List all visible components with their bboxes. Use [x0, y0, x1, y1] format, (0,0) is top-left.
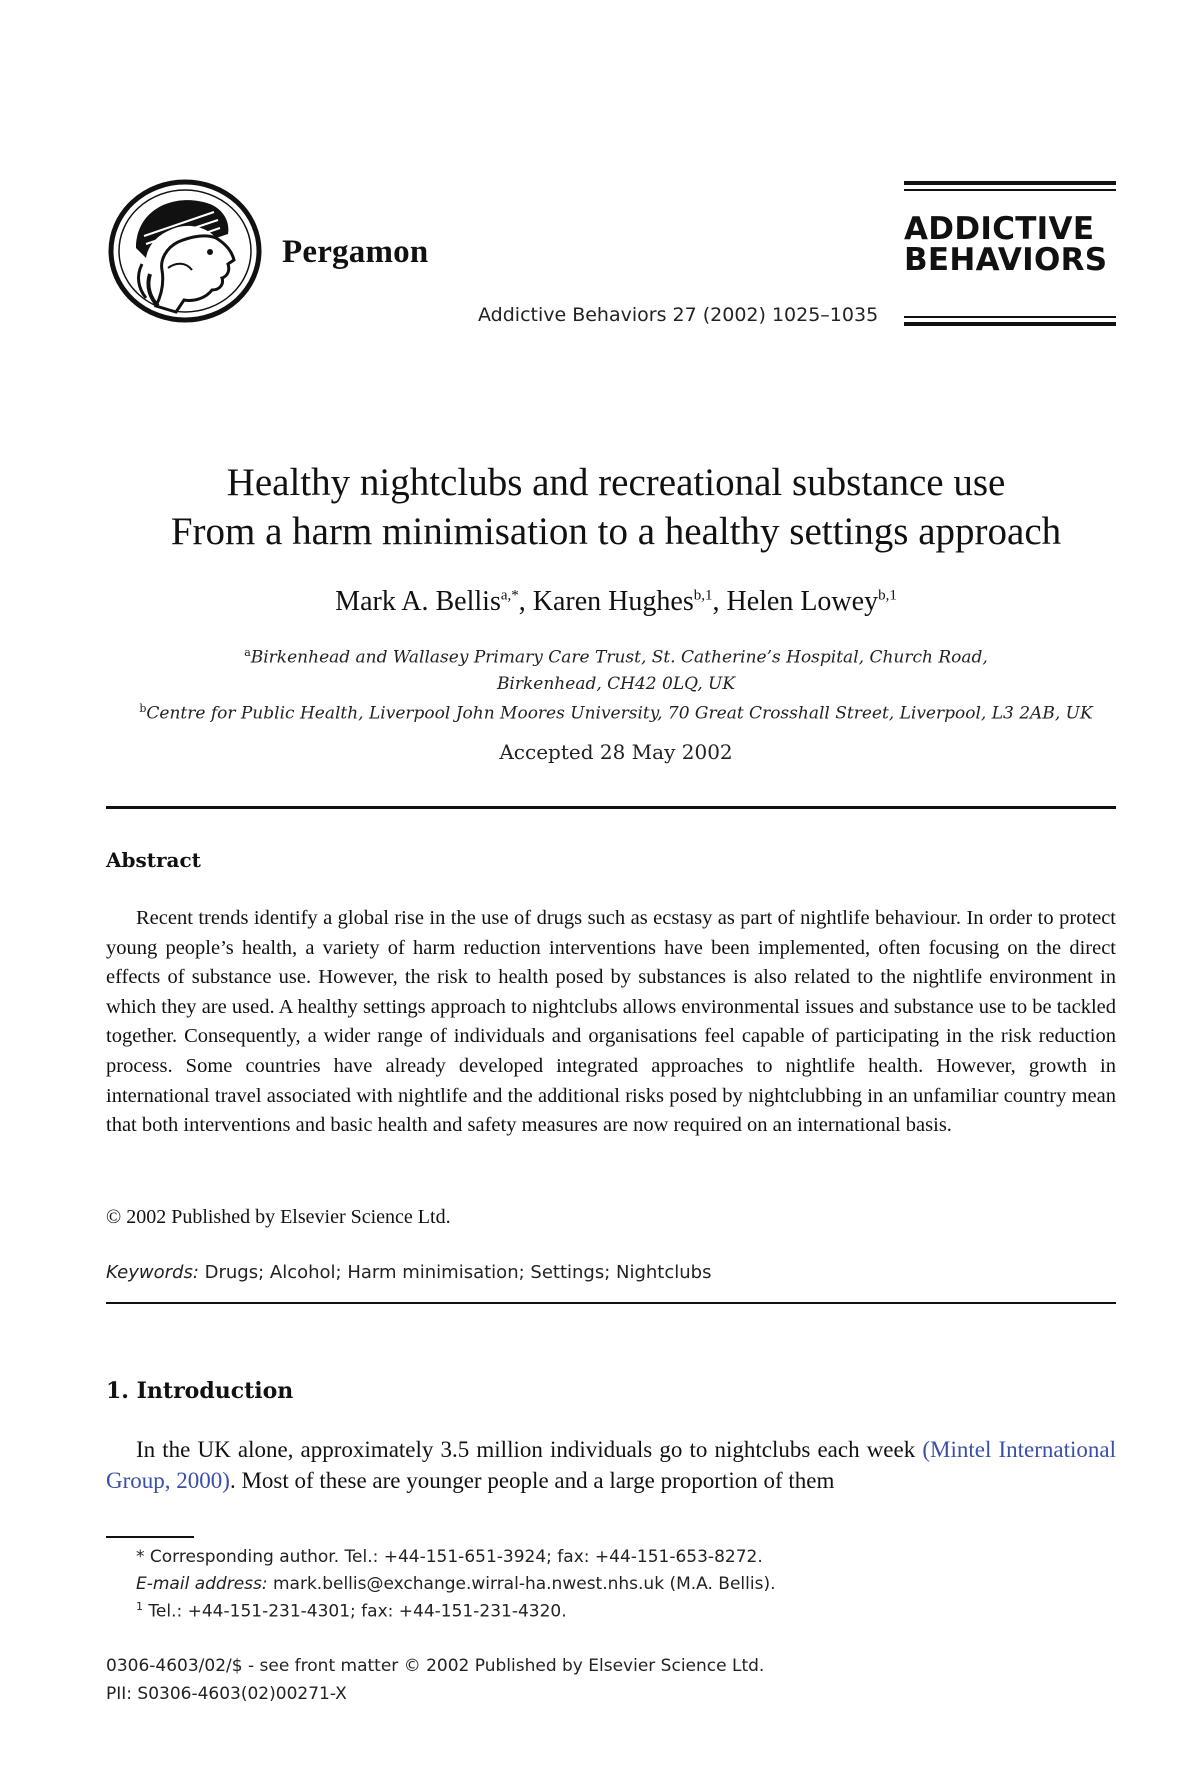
- abstract-bottom-rule: [106, 1302, 1116, 1304]
- author-separator: ,: [518, 586, 533, 617]
- author-name: Mark A. Bellis: [335, 586, 501, 617]
- affiliation-b: [0, 702, 1200, 724]
- front-matter-line: 0306-4603/02/$ - see front matter © 2002 Published by Elsevier Science Ltd.: [106, 1656, 765, 1676]
- email-label: E-mail address:: [136, 1574, 268, 1594]
- author-name: Helen Lowey: [726, 586, 879, 617]
- article-title-line2: From a harm minimisation to a healthy settings approach: [170, 510, 1062, 553]
- introduction-text-end: . Most of these are younger people and a large proportion of them: [229, 1468, 835, 1493]
- journal-citation: Addictive Behaviors 27 (2002) 1025–1035: [478, 304, 879, 326]
- introduction-text-start: In the UK alone, approximately 3.5 million individuals go to nightclubs each week: [136, 1437, 923, 1462]
- author-affiliation-marker: b,1: [693, 587, 713, 604]
- affiliation-marker: a: [244, 646, 251, 659]
- footnote-1-text: Tel.: +44-151-231-4301; fax: +44-151-231-4320.: [143, 1601, 567, 1622]
- pii-line: PII: S0306-4603(02)00271-X: [106, 1684, 347, 1704]
- footnote-email: [106, 1574, 1116, 1594]
- abstract-heading: Abstract: [106, 848, 201, 872]
- introduction-text: [106, 1434, 1116, 1496]
- journal-name-line2: BEHAVIORS: [904, 242, 1108, 278]
- footnote-rule: [106, 1536, 194, 1538]
- publisher-name: Pergamon: [282, 234, 429, 270]
- abstract-top-rule: [106, 806, 1116, 809]
- section-heading-introduction: 1. Introduction: [106, 1378, 294, 1404]
- copyright-notice: © 2002 Published by Elsevier Science Ltd.: [106, 1206, 451, 1228]
- journal-rule-bottom: [904, 316, 1116, 326]
- author-list: [0, 586, 1200, 618]
- author-affiliation-marker: a,*: [500, 587, 519, 604]
- affiliation-text: Centre for Public Health, Liverpool John Moores University, 70 Great Crosshall Street, Liverpool, L3 2AB, UK: [146, 703, 1093, 724]
- article-title: [0, 458, 1200, 556]
- journal-name-line1: ADDICTIVE: [904, 211, 1095, 247]
- keywords-list: Drugs; Alcohol; Harm minimisation; Settings; Nightclubs: [204, 1262, 712, 1283]
- keywords: [106, 1262, 711, 1283]
- footnote-marker: 1: [136, 1600, 143, 1613]
- email-address: mark.bellis@exchange.wirral-ha.nwest.nhs.uk (M.A. Bellis).: [267, 1574, 776, 1594]
- abstract-text: Recent trends identify a global rise in the use of drugs such as ecstasy as part of nightlife behaviour. In order to protect young people’s health, a variety of harm reduction interventions have been implemented, often focusing on the direct effects of substance use. However, the risk to health posed by substances is also related to the nightlife environment in which they are used. A healthy settings approach to nightclubs allows environmental issues and substance use to be tackled together. Consequently, a wider range of individuals and organisations feel capable of participating in the risk reduction process. Some countries have already developed integrated approaches to nightlife health. However, growth in international travel associated with nightlife and the additional risks posed by nightclubbing in an unfamiliar country mean that both interventions and basic health and safety measures are now required on an international basis.: [106, 907, 1116, 1137]
- journal-name: [904, 211, 1116, 278]
- pergamon-athena-head-logo-icon: [106, 178, 264, 324]
- author-separator: ,: [712, 586, 727, 617]
- footnote-corresponding-author: * Corresponding author. Tel.: +44-151-651-3924; fax: +44-151-653-8272.: [136, 1547, 763, 1567]
- author-affiliation-marker: b,1: [878, 587, 897, 604]
- author-name: Karen Hughes: [532, 586, 694, 617]
- footnote-1: [106, 1600, 1116, 1622]
- affiliation-text: Birkenhead and Wallasey Primary Care Trust, St. Catherine’s Hospital, Church Road,: [250, 647, 988, 668]
- affiliation-a-continued: Birkenhead, CH42 0LQ, UK: [496, 674, 736, 694]
- keywords-label: Keywords:: [106, 1262, 199, 1283]
- affiliation-a: [0, 646, 1200, 668]
- accepted-date: Accepted 28 May 2002: [499, 740, 733, 764]
- journal-rule-top: [904, 181, 1116, 191]
- article-title-line1: Healthy nightclubs and recreational substance use: [226, 461, 1006, 504]
- affiliation-marker: b: [139, 702, 147, 715]
- citation-link[interactable]: (Mintel International Group, 2000): [106, 1437, 1116, 1493]
